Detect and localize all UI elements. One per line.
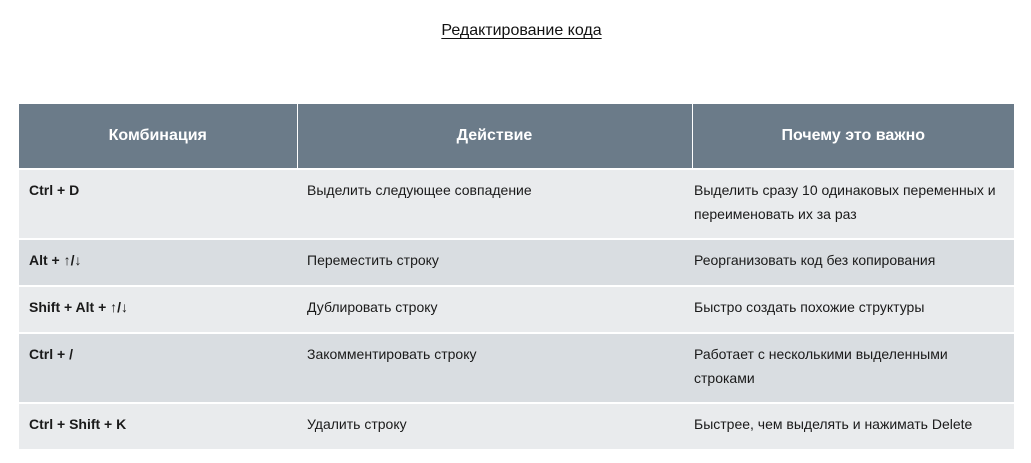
cell-action: Выделить следующее совпадение xyxy=(297,169,692,239)
table-row xyxy=(19,403,1014,449)
cell-combination: Ctrl + Shift + K xyxy=(19,403,297,449)
cell-action: Закомментировать строку xyxy=(297,333,692,403)
table-row xyxy=(19,239,1014,286)
cell-why: Быстро создать похожие структуры xyxy=(692,286,1014,333)
cell-why: Работает с несколькими выделенными строками xyxy=(692,333,1014,403)
shortcuts-table xyxy=(19,104,1014,449)
table-header-row xyxy=(19,104,1014,169)
cell-why: Реорганизовать код без копирования xyxy=(692,239,1014,286)
page-title: Редактирование кода xyxy=(441,22,602,39)
cell-combination: Ctrl + D xyxy=(19,169,297,239)
cell-action: Удалить строку xyxy=(297,403,692,449)
cell-combination: Ctrl + / xyxy=(19,333,297,403)
header-why-important: Почему это важно xyxy=(692,104,1014,169)
cell-combination: Alt + ↑/↓ xyxy=(19,239,297,286)
table-row xyxy=(19,169,1014,239)
header-action: Действие xyxy=(297,104,692,169)
cell-action: Дублировать строку xyxy=(297,286,692,333)
header-combination: Комбинация xyxy=(19,104,297,169)
table-row xyxy=(19,333,1014,403)
table-row xyxy=(19,286,1014,333)
cell-action: Переместить строку xyxy=(297,239,692,286)
cell-combination: Shift + Alt + ↑/↓ xyxy=(19,286,297,333)
cell-why: Быстрее, чем выделять и нажимать Delete xyxy=(692,403,1014,449)
cell-why: Выделить сразу 10 одинаковых переменных и переименовать их за раз xyxy=(692,169,1014,239)
